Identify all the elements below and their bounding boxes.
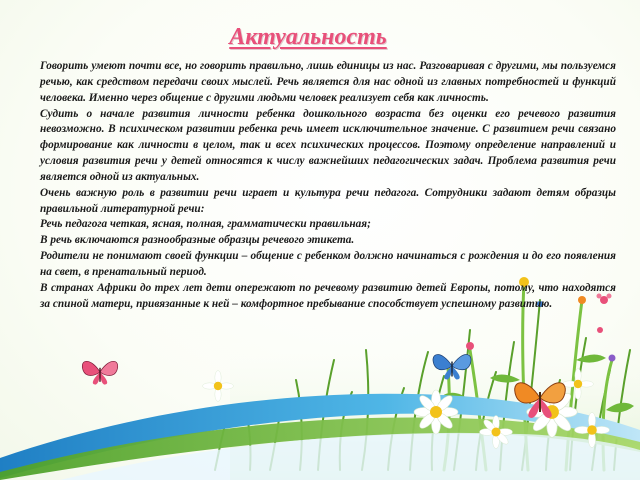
- paragraph: Говорить умеют почти все, но говорить правильно, лишь единицы из нас. Разговаривая с другими, мы пользуемся речью, как средством передачи своих мыслей. Речь является для нас одной из главных потребностей и функций человека. Именно через общение с другими людьми человек реализует себя как личность.: [40, 60, 616, 104]
- paragraph: Судить о начале развития личности ребенка дошкольного возраста без оценки его речевого развития невозможно. В психическом развитии ребенка речь имеет исключительное значение. С развитием речи связано формирование как личности в целом, так и всех психических процессов. Поэтому определение направлений и условия развития речи у детей относятся к числу важнейших педагогических задач. Проблема развития речи является одной из актуальных.: [40, 107, 616, 183]
- paragraph: Очень важную роль в развитии речи играет и культура речи педагога. Сотрудники задают детям образцы правильной литературной речи:: [40, 186, 616, 215]
- paragraph: Родители не понимают своей функции – общение с ребенком должно начинаться с рождения и до его появления на свет, в пренатальный период.: [40, 250, 616, 278]
- paragraph: Речь педагога четкая, ясная, полная, грамматически правильная;: [40, 218, 371, 231]
- paragraph: В речь включаются разнообразные образцы речевого этикета.: [40, 234, 355, 247]
- paragraph: В странах Африки до трех лет дети опережают по речевому развитию детей Европы, потому, что находятся за спиной матери, привязанные к ней – комфортное пребывание способствует успешному развитию.: [40, 281, 616, 310]
- butterfly-icon: [82, 361, 117, 384]
- body-text: [40, 59, 616, 313]
- slide-title: Актуальность: [229, 24, 387, 50]
